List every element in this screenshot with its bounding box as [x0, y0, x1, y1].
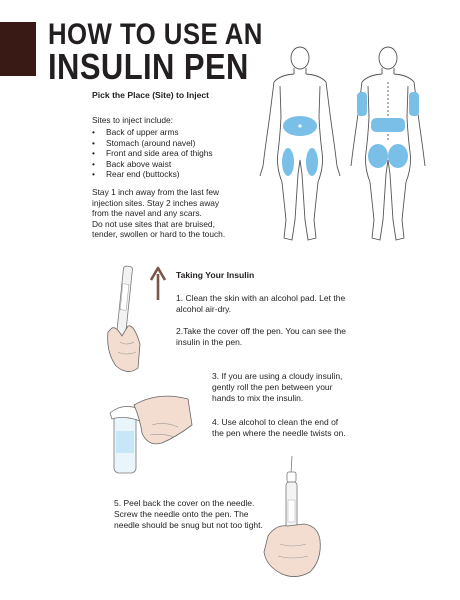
- attach-needle-illustration: [258, 452, 338, 582]
- left-thigh-site: [282, 148, 294, 176]
- clean-pen-illustration: [100, 385, 200, 475]
- step-5: [114, 498, 263, 531]
- step-3: [212, 371, 342, 404]
- step-line: 2.Take the cover off the pen. You can see the: [176, 326, 346, 336]
- step-line: 1. Clean the skin with an alcohol pad. Let the: [176, 293, 346, 303]
- step-2: [176, 326, 346, 348]
- page-title-line-1: HOW TO USE AN: [48, 18, 263, 51]
- right-buttock-site: [388, 144, 408, 168]
- step-line: 3. If you are using a cloudy insulin,: [212, 371, 343, 381]
- step-line: hands to mix the insulin.: [212, 393, 304, 403]
- title-accent-bar: [0, 22, 36, 76]
- left-buttock-site: [368, 144, 388, 168]
- front-body-illustration: [250, 42, 350, 252]
- step-line: alcohol air-dry.: [176, 304, 232, 314]
- site-item: • Stomach (around navel): [92, 138, 213, 149]
- step-1: [176, 293, 345, 315]
- site-note-line: Stay 1 inch away from the last few: [92, 187, 220, 197]
- site-list: [92, 127, 213, 180]
- step-line: the pen where the needle twists on.: [212, 428, 346, 438]
- step-4: [212, 417, 346, 439]
- right-upper-arm-site: [409, 92, 419, 116]
- step-line: 4. Use alcohol to clean the end of: [212, 417, 339, 427]
- taking-section-heading: Taking Your Insulin: [176, 270, 255, 280]
- site-note-line: from the navel and any scars.: [92, 208, 202, 219]
- left-upper-arm-site: [357, 92, 367, 116]
- site-item: • Rear end (buttocks): [92, 169, 213, 180]
- site-item: • Front and side area of thighs: [92, 148, 213, 159]
- step-line: insulin in the pen.: [176, 337, 243, 347]
- step-line: Screw the needle onto the pen. The: [114, 509, 249, 519]
- navel-marker: [298, 124, 301, 127]
- site-note-line: tender, swollen or hard to the touch.: [92, 229, 226, 240]
- page-title-line-2: INSULIN PEN: [48, 46, 249, 87]
- site-note: [92, 187, 225, 240]
- site-item: • Back above waist: [92, 159, 213, 170]
- back-body-illustration: [338, 42, 438, 252]
- lower-back-site: [371, 118, 405, 132]
- site-item: • Back of upper arms: [92, 127, 213, 138]
- site-note-line: injection sites. Stay 2 inches away: [92, 197, 220, 208]
- right-thigh-site: [306, 148, 318, 176]
- step-line: needle should be snug but not too tight.: [114, 520, 263, 530]
- site-section-heading: Pick the Place (Site) to Inject: [92, 90, 210, 100]
- step-line: 5. Peel back the cover on the needle.: [114, 498, 255, 508]
- site-intro: Sites to inject include:: [92, 115, 174, 125]
- step-line: gently roll the pen between your: [212, 382, 333, 392]
- uncap-pen-illustration: [100, 262, 170, 382]
- site-note-line: Do not use sites that are bruised,: [92, 218, 215, 229]
